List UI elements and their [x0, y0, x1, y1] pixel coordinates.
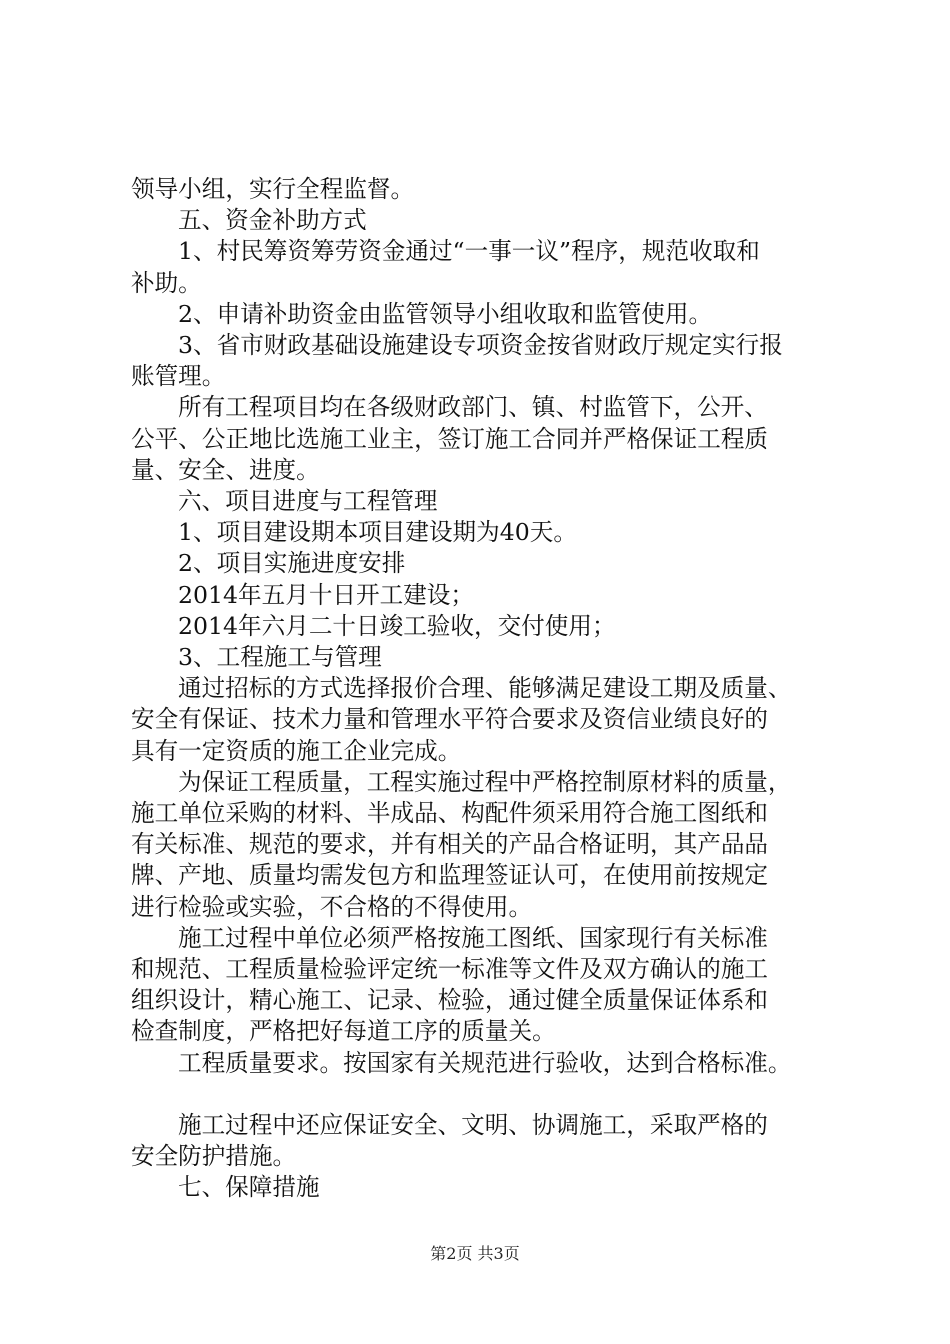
- paragraph-line: 公平、公正地比选施工业主，签订施工合同并严格保证工程质: [131, 424, 769, 453]
- section-heading-6: 六、项目进度与工程管理: [178, 487, 438, 516]
- paragraph-line: 2、申请补助资金由监管领导小组收取和监管使用。: [178, 299, 713, 328]
- paragraph-line: 1、项目建设期本项目建设期为40天。: [178, 518, 577, 547]
- section-heading-7: 七、保障措施: [178, 1173, 320, 1202]
- paragraph-line: 2014年五月十日开工建设；: [178, 580, 474, 609]
- paragraph-line: 安全防护措施。: [131, 1142, 297, 1171]
- paragraph-line: 2、项目实施进度安排: [178, 549, 406, 578]
- paragraph-line: 具有一定资质的施工企业完成。: [131, 736, 462, 765]
- page-number-label: 第2页 共3页: [430, 1244, 520, 1263]
- paragraph-line: 检查制度，严格把好每道工序的质量关。: [131, 1017, 556, 1046]
- paragraph-line: 3、省市财政基础设施建设专项资金按省财政厅规定实行报: [178, 331, 783, 360]
- paragraph-line: 牌、产地、质量均需发包方和监理签证认可，在使用前按规定: [131, 861, 769, 890]
- section-heading-5: 五、资金补助方式: [178, 206, 367, 235]
- paragraph-line: 补助。: [131, 268, 202, 297]
- paragraph-line: 账管理。: [131, 362, 226, 391]
- blank-line: [131, 1079, 851, 1110]
- paragraph-line: 和规范、工程质量检验评定统一标准等文件及双方确认的施工: [131, 955, 769, 984]
- paragraph-line: 工程质量要求。按国家有关规范进行验收，达到合格标准。: [178, 1048, 792, 1077]
- paragraph-line: 量、安全、进度。: [131, 455, 320, 484]
- paragraph-line: 安全有保证、技术力量和管理水平符合要求及资信业绩良好的: [131, 705, 769, 734]
- paragraph-line: 3、工程施工与管理: [178, 643, 382, 672]
- paragraph-line: 有关标准、规范的要求，并有相关的产品合格证明，其产品品: [131, 830, 769, 859]
- paragraph-line: 领导小组，实行全程监督。: [131, 175, 415, 203]
- paragraph-line: 施工单位采购的材料、半成品、构配件须采用符合施工图纸和: [131, 799, 769, 828]
- paragraph-line: 1、村民筹资筹劳资金通过“一事一议”程序，规范收取和: [178, 237, 760, 266]
- paragraph-line: 组织设计，精心施工、记录、检验，通过健全质量保证体系和: [131, 986, 769, 1015]
- paragraph-line: 进行检验或实验，不合格的不得使用。: [131, 892, 533, 921]
- paragraph-line: 所有工程项目均在各级财政部门、镇、村监管下，公开、: [178, 393, 768, 422]
- paragraph-line: 为保证工程质量，工程实施过程中严格控制原材料的质量，: [178, 767, 792, 796]
- paragraph-line: 施工过程中单位必须严格按施工图纸、国家现行有关标准: [178, 923, 768, 952]
- page-footer: [0, 1244, 950, 1264]
- document-body: [131, 174, 851, 1204]
- paragraph-line: 施工过程中还应保证安全、文明、协调施工，采取严格的: [178, 1111, 768, 1140]
- paragraph-line: 2014年六月二十日竣工验收，交付使用；: [178, 611, 616, 640]
- paragraph-line: 通过招标的方式选择报价合理、能够满足建设工期及质量、: [178, 674, 792, 703]
